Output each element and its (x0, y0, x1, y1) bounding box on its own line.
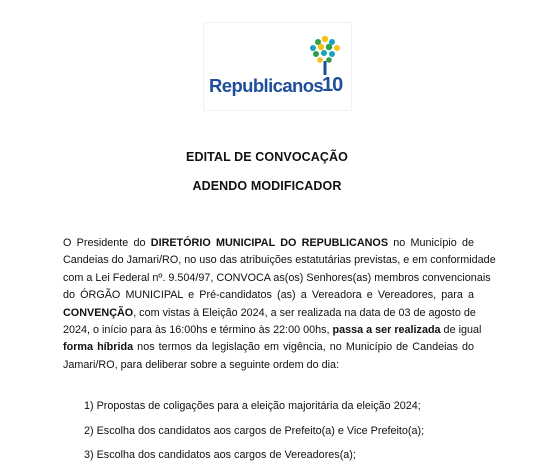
tree-icon (308, 33, 342, 77)
agenda-item: 2) Escolha dos candidatos aos cargos de Prefeito(a) e Vice Prefeito(a); (84, 425, 425, 437)
document-title: EDITAL DE CONVOCAÇÃO (186, 150, 348, 164)
document-subtitle: ADENDO MODIFICADOR (192, 179, 342, 193)
paragraph-line: Jamari/RO, para deliberar sobre a seguinte ordem do dia: (63, 358, 340, 371)
party-logo (203, 22, 352, 111)
logo-number: 10 (322, 74, 343, 96)
logo-wordmark: Republicanos (209, 75, 324, 96)
agenda-item: 1) Propostas de coligações para a eleição majoritária da eleição 2024; (84, 400, 421, 412)
agenda-item: 3) Escolha dos candidatos aos cargos de Vereadores(a); (84, 449, 356, 461)
paragraph-line: do ÓRGÃO MUNICIPAL e Pré-candidatos (as) a Vereadora e Vereadores, para a (63, 289, 474, 302)
paragraph-line: Candeias do Jamari/RO, no uso das atribuições estatutárias previstas, e em conformidade (63, 254, 496, 267)
paragraph-line: CONVENÇÃO, com vistas à Eleição 2024, a ser realizada na data de 03 de agosto de (63, 306, 476, 319)
paragraph-line: com a Lei Federal nº. 9.504/97, CONVOCA as(os) Senhores(as) membros convencionais (63, 271, 491, 284)
paragraph-line: forma híbrida nos termos da legislação em vigência, no Município de Candeias do (63, 341, 474, 354)
convocation-paragraph (63, 235, 496, 374)
paragraph-line: O Presidente do DIRETÓRIO MUNICIPAL DO REPUBLICANOS no Município de (63, 237, 475, 249)
paragraph-line: 2024, o início para às 16:00hs e término às 22:00 00hs, passa a ser realizada de igual (63, 324, 482, 337)
